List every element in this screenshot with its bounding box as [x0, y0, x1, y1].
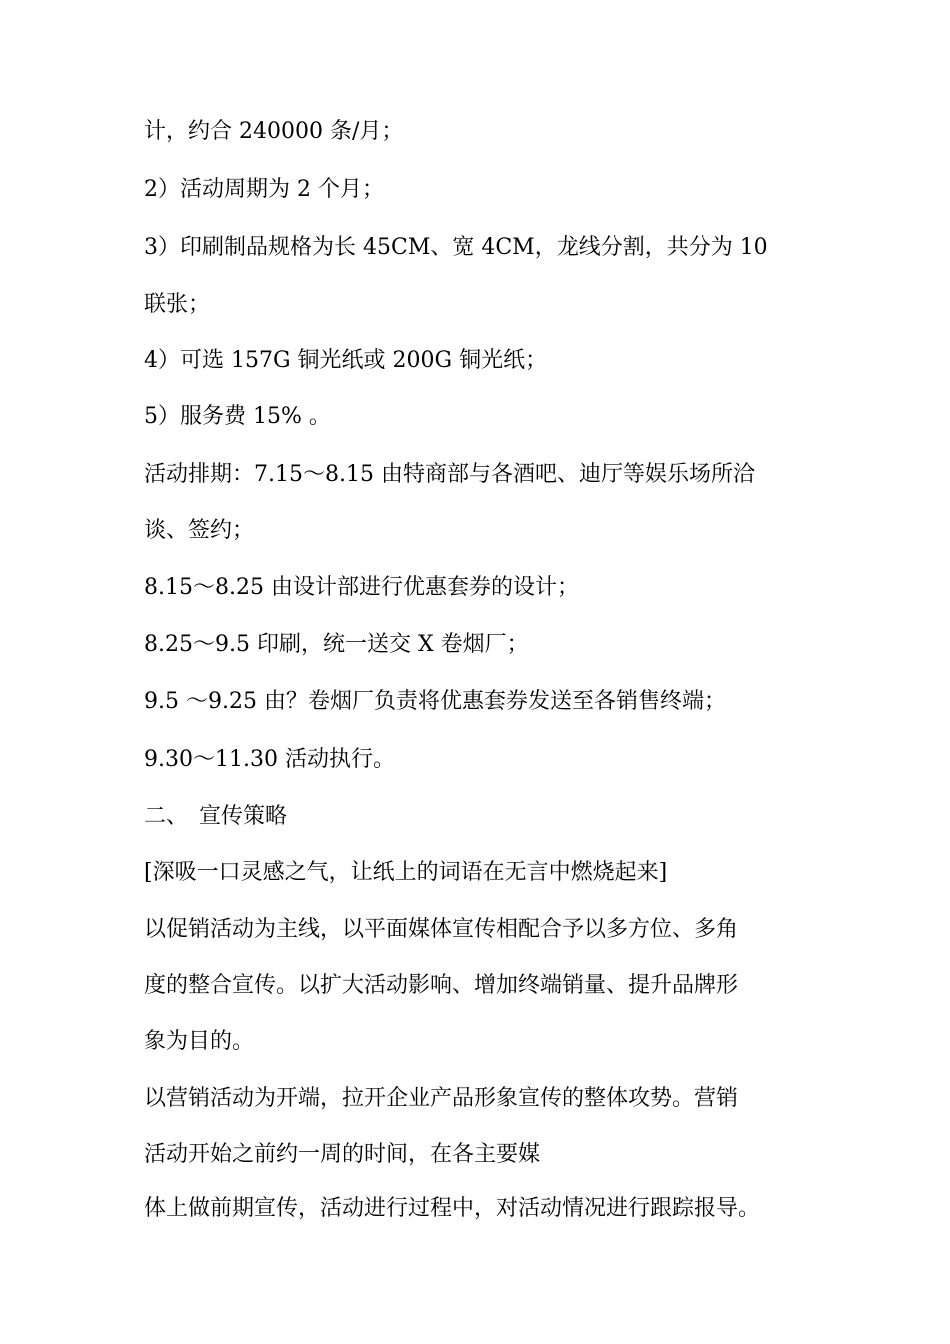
text-line: [深吸一口灵感之气，让纸上的词语在无言中燃烧起来]	[144, 860, 668, 885]
text-line: 活动排期：7.15～8.15 由特商部与各酒吧、迪厅等娱乐场所洽	[144, 462, 755, 487]
text-line: 计，约合 240000 条/月；	[144, 119, 404, 144]
text-line: 9.30～11.30 活动执行。	[144, 747, 395, 772]
text-line: 谈、签约；	[144, 518, 255, 543]
text-line: 8.25～9.5 印刷，统一送交 X 卷烟厂；	[144, 632, 529, 657]
text-line: 象为目的。	[144, 1029, 255, 1054]
text-line: 活动开始之前约一周的时间，在各主要媒	[144, 1142, 541, 1167]
text-line: 5）服务费 15% 。	[144, 404, 331, 429]
section-heading: 二、 宣传策略	[144, 804, 288, 829]
text-line: 以营销活动为开端，拉开企业产品形象宣传的整体攻势。营销	[144, 1086, 739, 1111]
text-line: 体上做前期宣传，活动进行过程中，对活动情况进行跟踪报导。	[144, 1196, 761, 1221]
text-line: 以促销活动为主线，以平面媒体宣传相配合予以多方位、多角	[144, 917, 739, 942]
text-line: 4）可选 157G 铜光纸或 200G 铜光纸；	[144, 348, 548, 373]
text-line: 度的整合宣传。以扩大活动影响、增加终端销量、提升品牌形	[144, 973, 739, 998]
text-line: 3）印刷制品规格为长 45CM、宽 4CM，龙线分割，共分为 10	[144, 235, 768, 260]
text-line: 9.5 ～9.25 由？卷烟厂负责将优惠套券发送至各销售终端；	[144, 689, 726, 714]
text-line: 8.15～8.25 由设计部进行优惠套券的设计；	[144, 575, 579, 600]
text-line: 2）活动周期为 2 个月；	[144, 177, 384, 202]
text-line: 联张；	[144, 292, 211, 317]
